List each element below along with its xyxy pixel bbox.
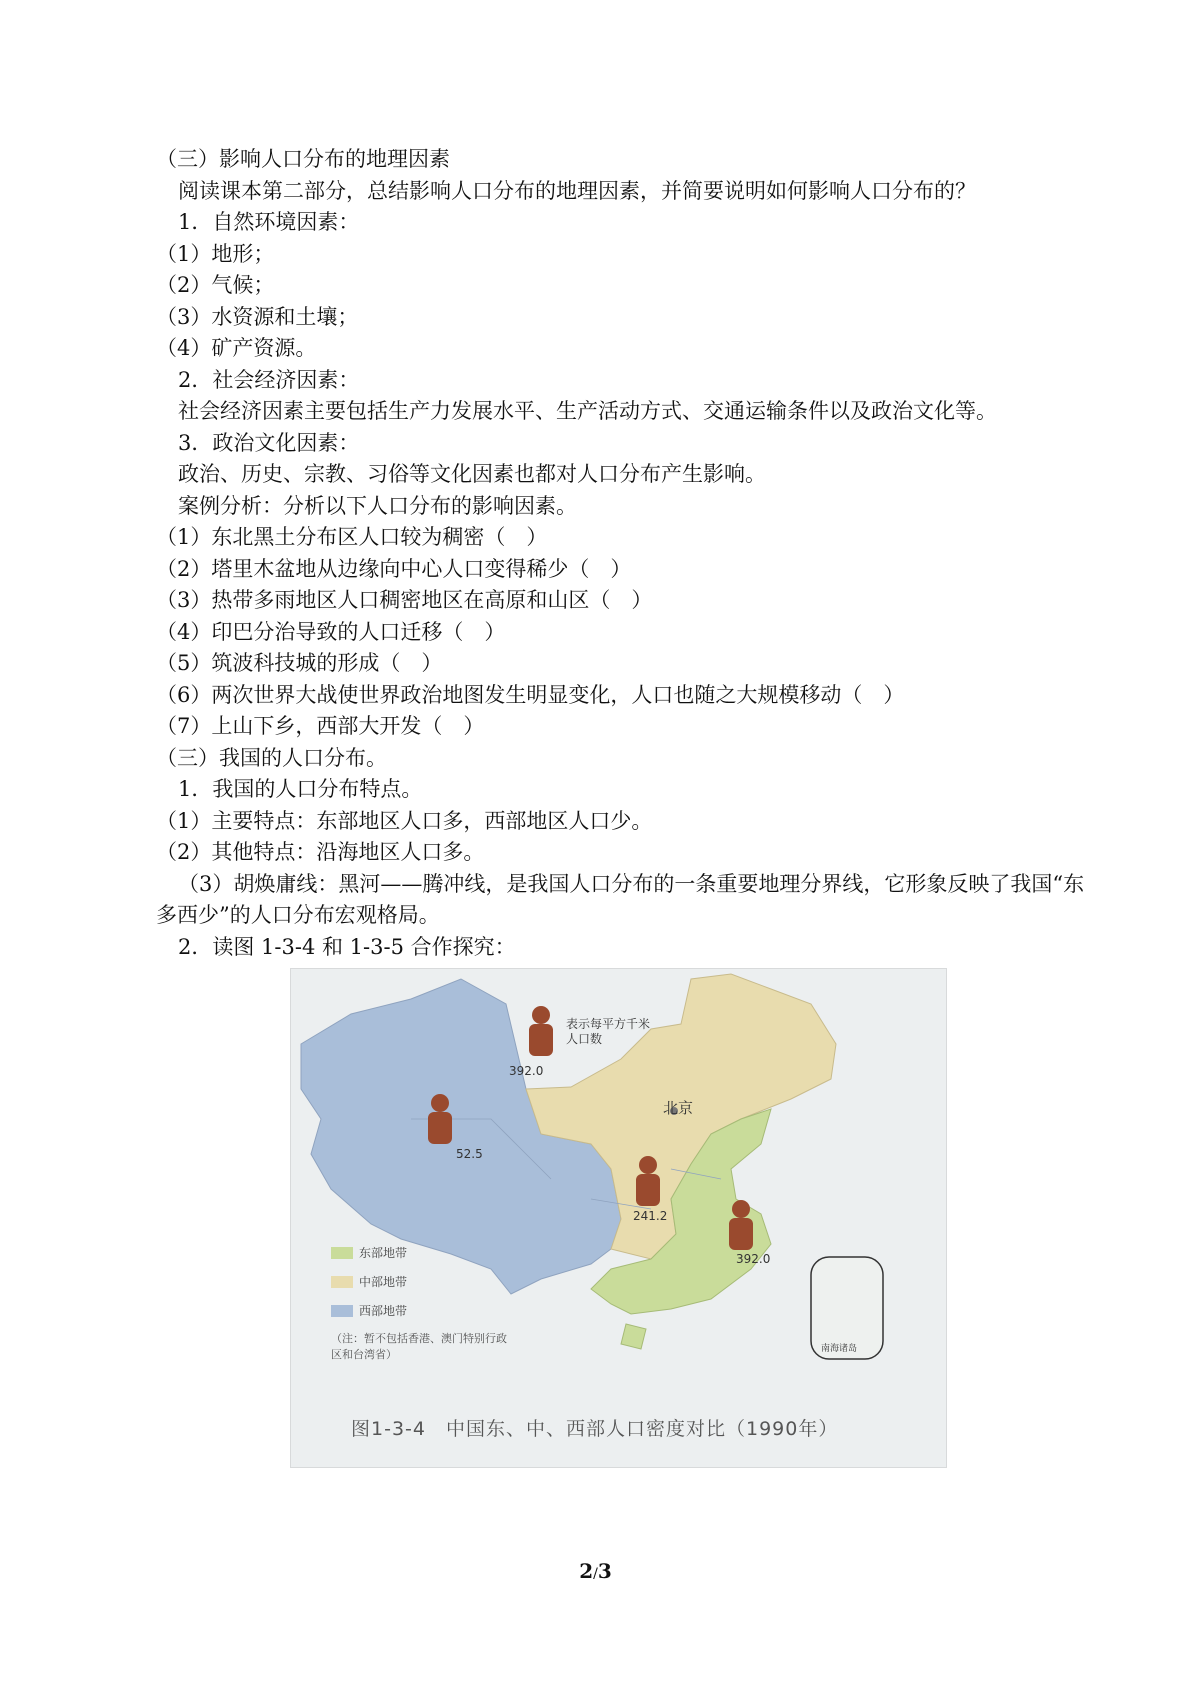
text-line: （1）主要特点：东部地区人口多，西部地区人口少。 [156,808,653,833]
legend-item-east: 东部地带 [331,1244,511,1261]
west-density-label: 52.5 [456,1147,483,1161]
text-line: 阅读课本第二部分，总结影响人口分布的地理因素，并简要说明如何影响人口分布的？ [178,178,976,203]
document-body [156,144,1086,963]
text-line: 政治、历史、宗教、习俗等文化因素也都对人口分布产生影响。 [178,462,766,486]
page-number: 2/3 [579,1559,612,1583]
person-icon-east [729,1200,753,1250]
legend-item-west: 西部地带 [331,1302,511,1319]
central-density-label: 241.2 [633,1209,668,1223]
text-line: （4）印巴分治导致的人口迁移（ ） [156,619,506,644]
text-line: 1．我国的人口分布特点。 [178,777,423,801]
key-value-label: 392.0 [509,1064,544,1078]
text-line: 2．读图 1-3-4 和 1-3-5 合作探究： [178,934,516,959]
east-density-label: 392.0 [736,1252,771,1266]
legend-note: （注：暂不包括香港、澳门特别行政区和台湾省） [331,1332,507,1361]
text-line: （三）我国的人口分布。 [156,745,387,770]
text-line: （三）影响人口分布的地理因素 [156,147,450,171]
text-line: 3．政治文化因素： [178,430,360,455]
text-line: （5）筑波科技城的形成（ ） [156,651,443,675]
person-icon-central [636,1156,660,1206]
legend-item-central: 中部地带 [331,1273,511,1290]
text-line: （6）两次世界大战使世界政治地图发生明显变化，人口也随之大规模移动（ ） [156,682,905,707]
legend-swatch [331,1305,353,1317]
person-icon-key [529,1006,553,1056]
text-line: （3）水资源和土壤； [156,304,359,329]
map-legend [331,1244,511,1363]
text-line: （4）矿产资源。 [156,336,317,360]
text-line: （2）气候； [156,273,275,297]
key-description-label: 表示每平方千米人口数 [566,1017,651,1046]
text-line: （2）其他特点：沿海地区人口多。 [156,840,485,864]
inset-label: 南海诸岛 [821,1344,858,1354]
text-line: （3）热带多雨地区人口稠密地区在高原和山区（ ） [156,588,653,612]
population-density-map-figure [290,968,947,1468]
text-line: 1．自然环境因素： [178,210,360,234]
text-line: 2．社会经济因素： [178,367,360,392]
text-line: （2）塔里木盆地从边缘向中心人口变得稀少（ ） [156,556,632,581]
text-line: （1）东北黑土分布区人口较为稠密（ ） [156,525,548,549]
text-line: 案例分析：分析以下人口分布的影响因素。 [178,493,577,518]
person-icon-west [428,1094,452,1144]
legend-swatch [331,1276,353,1288]
legend-swatch [331,1247,353,1259]
text-line: （1）地形； [156,241,275,266]
text-line: （3）胡焕庸线：黑河——腾冲线，是我国人口分布的一条重要地理分界线，它形象反映了我国“东多西少”的人口分布宏观格局。 [156,871,1085,927]
text-line: 社会经济因素主要包括生产力发展水平、生产活动方式、交通运输条件以及政治文化等。 [178,399,997,423]
figure-caption: 图1-3-4 中国东、中、西部人口密度对比（1990年） [351,1418,839,1440]
text-line: （7）上山下乡，西部大开发（ ） [156,714,485,738]
beijing-label: 北京 [663,1099,694,1117]
